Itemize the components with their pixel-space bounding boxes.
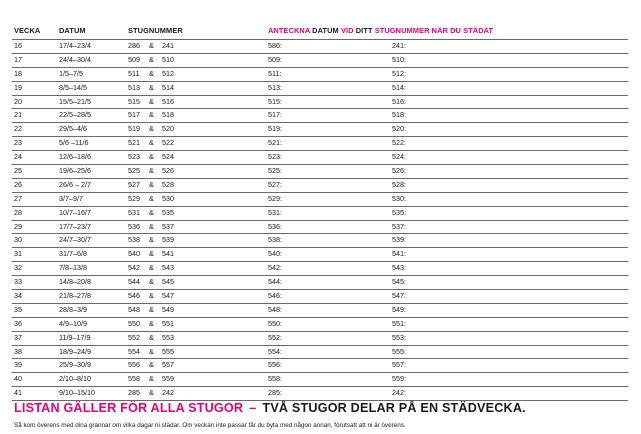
note-cabin-1-label: 540: bbox=[268, 249, 282, 259]
ampersand: & bbox=[149, 388, 154, 398]
table-row bbox=[12, 318, 628, 332]
ampersand: & bbox=[149, 82, 154, 92]
cabin-number-1: 540 bbox=[128, 249, 140, 259]
ampersand: & bbox=[149, 207, 154, 217]
header-datum: DATUM bbox=[59, 26, 86, 35]
table-row bbox=[12, 109, 628, 123]
cabin-number-1: 548 bbox=[128, 304, 140, 314]
table-row bbox=[12, 387, 628, 401]
cabin-number-2: 241 bbox=[162, 41, 174, 50]
note-cabin-2-label: 241: bbox=[392, 41, 406, 50]
cabin-number-1: 529 bbox=[128, 193, 140, 203]
cabin-number-2: 537 bbox=[162, 221, 174, 231]
ampersand: & bbox=[149, 152, 154, 162]
cabin-number-2: 526 bbox=[162, 166, 174, 176]
ampersand: & bbox=[149, 346, 154, 356]
date-cell: 3/7–9/7 bbox=[59, 193, 83, 203]
table-row bbox=[12, 193, 628, 207]
week-cell: 22 bbox=[14, 124, 22, 134]
cabin-number-2: 242 bbox=[162, 388, 174, 398]
week-cell: 21 bbox=[14, 110, 22, 120]
date-cell: 18/9–24/9 bbox=[59, 346, 91, 356]
cabin-number-1: 285 bbox=[128, 388, 140, 398]
ampersand: & bbox=[149, 138, 154, 148]
note-cabin-1-label: 513: bbox=[268, 82, 282, 92]
cabin-number-1: 546 bbox=[128, 291, 140, 301]
note-cabin-1-label: 519: bbox=[268, 124, 282, 134]
header-vecka: VECKA bbox=[14, 26, 41, 35]
note-cabin-2-label: 522: bbox=[392, 138, 406, 148]
cabin-number-1: 513 bbox=[128, 82, 140, 92]
week-cell: 37 bbox=[14, 332, 22, 342]
cabin-number-2: 535 bbox=[162, 207, 174, 217]
note-cabin-1-label: 531: bbox=[268, 207, 282, 217]
cabin-number-2: 522 bbox=[162, 138, 174, 148]
note-cabin-1-label: 536: bbox=[268, 221, 282, 231]
date-cell: 4/9–10/9 bbox=[59, 318, 87, 328]
ampersand: & bbox=[149, 166, 154, 176]
note-cabin-1-label: 544: bbox=[268, 277, 282, 287]
week-cell: 25 bbox=[14, 166, 22, 176]
table-row bbox=[12, 346, 628, 360]
ampersand: & bbox=[149, 291, 154, 301]
note-cabin-2-label: 510: bbox=[392, 54, 406, 64]
cabin-number-1: 511 bbox=[128, 68, 140, 78]
schedule-table bbox=[12, 39, 628, 401]
note-cabin-1-label: 521: bbox=[268, 138, 282, 148]
cabin-number-1: 552 bbox=[128, 332, 140, 342]
note-cabin-1-label: 552: bbox=[268, 332, 282, 342]
date-cell: 31/7–6/8 bbox=[59, 249, 87, 259]
date-cell: 1/5–7/5 bbox=[59, 68, 83, 78]
week-cell: 27 bbox=[14, 193, 22, 203]
cabin-number-1: 550 bbox=[128, 318, 140, 328]
ampersand: & bbox=[149, 360, 154, 370]
ampersand: & bbox=[149, 374, 154, 384]
note-cabin-1-label: 529: bbox=[268, 193, 282, 203]
note-cabin-1-label: 511: bbox=[268, 68, 282, 78]
header-anteckna-word: ANTECKNA bbox=[268, 26, 310, 35]
table-row bbox=[12, 290, 628, 304]
cabin-number-2: 514 bbox=[162, 82, 174, 92]
header-stugnummer: STUGNUMMER bbox=[128, 26, 183, 35]
cabin-number-2: 553 bbox=[162, 332, 174, 342]
cabin-number-1: 509 bbox=[128, 54, 140, 64]
table-row bbox=[12, 151, 628, 165]
cabin-number-2: 518 bbox=[162, 110, 174, 120]
cabin-number-1: 558 bbox=[128, 374, 140, 384]
footer-title-dark: TVÅ STUGOR DELAR PÅ EN STÄDVECKA. bbox=[262, 401, 526, 415]
table-row bbox=[12, 276, 628, 290]
ampersand: & bbox=[149, 193, 154, 203]
week-cell: 39 bbox=[14, 360, 22, 370]
note-cabin-2-label: 553: bbox=[392, 332, 406, 342]
note-cabin-1-label: 523: bbox=[268, 152, 282, 162]
week-cell: 40 bbox=[14, 374, 22, 384]
ampersand: & bbox=[149, 318, 154, 328]
cabin-number-2: 549 bbox=[162, 304, 174, 314]
cabin-number-1: 515 bbox=[128, 96, 140, 106]
cabin-number-1: 556 bbox=[128, 360, 140, 370]
note-cabin-1-label: 509: bbox=[268, 54, 282, 64]
header-datum-word: DATUM bbox=[310, 26, 341, 35]
date-cell: 17/7–23/7 bbox=[59, 221, 91, 231]
week-cell: 23 bbox=[14, 138, 22, 148]
week-cell: 31 bbox=[14, 249, 22, 259]
date-cell: 26/6 – 2/7 bbox=[59, 179, 91, 189]
note-cabin-2-label: 535: bbox=[392, 207, 406, 217]
ampersand: & bbox=[149, 221, 154, 231]
note-cabin-2-label: 526: bbox=[392, 166, 406, 176]
ampersand: & bbox=[149, 332, 154, 342]
table-row bbox=[12, 54, 628, 68]
week-cell: 34 bbox=[14, 291, 22, 301]
date-cell: 24/7–30/7 bbox=[59, 235, 91, 245]
table-row bbox=[12, 82, 628, 96]
cabin-number-1: 517 bbox=[128, 110, 140, 120]
date-cell: 14/8–20/8 bbox=[59, 277, 91, 287]
note-cabin-2-label: 557: bbox=[392, 360, 406, 370]
table-row bbox=[12, 332, 628, 346]
date-cell: 11/9–17/9 bbox=[59, 332, 91, 342]
note-cabin-2-label: 512: bbox=[392, 68, 406, 78]
note-cabin-1-label: 538: bbox=[268, 235, 282, 245]
note-cabin-2-label: 539: bbox=[392, 235, 406, 245]
table-row bbox=[12, 96, 628, 110]
cabin-number-2: 512 bbox=[162, 68, 174, 78]
note-cabin-1-label: 517: bbox=[268, 110, 282, 120]
cabin-number-2: 516 bbox=[162, 96, 174, 106]
week-cell: 36 bbox=[14, 318, 22, 328]
cabin-number-2: 520 bbox=[162, 124, 174, 134]
date-cell: 25/9–30/9 bbox=[59, 360, 91, 370]
week-cell: 29 bbox=[14, 221, 22, 231]
cabin-number-1: 525 bbox=[128, 166, 140, 176]
note-cabin-1-label: 527: bbox=[268, 179, 282, 189]
note-cabin-1-label: 525: bbox=[268, 166, 282, 176]
date-cell: 17/4–23/4 bbox=[59, 41, 91, 50]
table-row bbox=[12, 179, 628, 193]
cabin-number-1: 554 bbox=[128, 346, 140, 356]
ampersand: & bbox=[149, 41, 154, 50]
week-cell: 26 bbox=[14, 179, 22, 189]
footer-title-pink: LISTAN GÄLLER FÖR ALLA STUGOR bbox=[14, 401, 244, 415]
week-cell: 30 bbox=[14, 235, 22, 245]
ampersand: & bbox=[149, 54, 154, 64]
note-cabin-2-label: 528: bbox=[392, 179, 406, 189]
table-row bbox=[12, 373, 628, 387]
ampersand: & bbox=[149, 277, 154, 287]
date-cell: 29/5–4/6 bbox=[59, 124, 87, 134]
cabin-number-2: 557 bbox=[162, 360, 174, 370]
date-cell: 2/10–8/10 bbox=[59, 374, 91, 384]
ampersand: & bbox=[149, 124, 154, 134]
week-cell: 19 bbox=[14, 82, 22, 92]
week-cell: 20 bbox=[14, 96, 22, 106]
cabin-number-1: 286 bbox=[128, 41, 140, 50]
cabin-number-1: 538 bbox=[128, 235, 140, 245]
date-cell: 24/4–30/4 bbox=[59, 54, 91, 64]
ampersand: & bbox=[149, 68, 154, 78]
cabin-number-1: 542 bbox=[128, 263, 140, 273]
note-cabin-2-label: 541: bbox=[392, 249, 406, 259]
cabin-number-2: 539 bbox=[162, 235, 174, 245]
week-cell: 24 bbox=[14, 152, 22, 162]
table-row bbox=[12, 165, 628, 179]
date-cell: 7/8–13/8 bbox=[59, 263, 87, 273]
note-cabin-1-label: 558: bbox=[268, 374, 282, 384]
cabin-number-2: 524 bbox=[162, 152, 174, 162]
date-cell: 9/10–15/10 bbox=[59, 388, 95, 398]
note-cabin-1-label: 556: bbox=[268, 360, 282, 370]
week-cell: 33 bbox=[14, 277, 22, 287]
cabin-number-2: 530 bbox=[162, 193, 174, 203]
week-cell: 28 bbox=[14, 207, 22, 217]
table-row bbox=[12, 39, 628, 54]
table-row bbox=[12, 234, 628, 248]
date-cell: 15/5–21/5 bbox=[59, 96, 91, 106]
note-cabin-2-label: 537: bbox=[392, 221, 406, 231]
ampersand: & bbox=[149, 110, 154, 120]
table-row bbox=[12, 359, 628, 373]
ampersand: & bbox=[149, 179, 154, 189]
note-cabin-2-label: 516: bbox=[392, 96, 406, 106]
note-cabin-2-label: 549: bbox=[392, 304, 406, 314]
table-row bbox=[12, 207, 628, 221]
table-row bbox=[12, 248, 628, 262]
cabin-number-1: 536 bbox=[128, 221, 140, 231]
cabin-number-2: 541 bbox=[162, 249, 174, 259]
cabin-number-2: 545 bbox=[162, 277, 174, 287]
note-cabin-1-label: 515: bbox=[268, 96, 282, 106]
cabin-number-2: 559 bbox=[162, 374, 174, 384]
cabin-number-2: 543 bbox=[162, 263, 174, 273]
note-cabin-2-label: 545: bbox=[392, 277, 406, 287]
table-row bbox=[12, 68, 628, 82]
header-stugnummer-nar-du-stadat: STUGNUMMER NÄR DU STÄDAT bbox=[374, 26, 494, 35]
week-cell: 18 bbox=[14, 68, 22, 78]
note-cabin-2-label: 555: bbox=[392, 346, 406, 356]
note-cabin-1-label: 586: bbox=[268, 41, 282, 50]
cabin-number-1: 531 bbox=[128, 207, 140, 217]
note-cabin-2-label: 551: bbox=[392, 318, 406, 328]
note-cabin-1-label: 285: bbox=[268, 388, 282, 398]
cabin-number-2: 528 bbox=[162, 179, 174, 189]
date-cell: 10/7–16/7 bbox=[59, 207, 91, 217]
footer-title bbox=[14, 401, 526, 416]
week-cell: 41 bbox=[14, 388, 22, 398]
week-cell: 32 bbox=[14, 263, 22, 273]
header-ditt-word: DITT bbox=[353, 26, 375, 35]
date-cell: 19/6–25/6 bbox=[59, 166, 91, 176]
ampersand: & bbox=[149, 96, 154, 106]
note-cabin-2-label: 543: bbox=[392, 263, 406, 273]
ampersand: & bbox=[149, 263, 154, 273]
cabin-number-2: 555 bbox=[162, 346, 174, 356]
cabin-number-2: 547 bbox=[162, 291, 174, 301]
date-cell: 12/6–18/6 bbox=[59, 152, 91, 162]
date-cell: 8/5–14/5 bbox=[59, 82, 87, 92]
table-row bbox=[12, 262, 628, 276]
date-cell: 21/8–27/8 bbox=[59, 291, 91, 301]
date-cell: 28/8–3/9 bbox=[59, 304, 87, 314]
ampersand: & bbox=[149, 304, 154, 314]
note-cabin-2-label: 524: bbox=[392, 152, 406, 162]
week-cell: 35 bbox=[14, 304, 22, 314]
date-cell: 5/6 –11/6 bbox=[59, 138, 89, 148]
table-row bbox=[12, 123, 628, 137]
week-cell: 17 bbox=[14, 54, 22, 64]
table-row bbox=[12, 137, 628, 151]
date-cell: 22/5–28/5 bbox=[59, 110, 91, 120]
note-cabin-2-label: 242: bbox=[392, 388, 406, 398]
ampersand: & bbox=[149, 235, 154, 245]
cabin-number-1: 527 bbox=[128, 179, 140, 189]
note-cabin-1-label: 550: bbox=[268, 318, 282, 328]
cabin-number-1: 544 bbox=[128, 277, 140, 287]
note-cabin-1-label: 554: bbox=[268, 346, 282, 356]
week-cell: 38 bbox=[14, 346, 22, 356]
header-vid-word: VID bbox=[340, 26, 354, 35]
cabin-number-2: 551 bbox=[162, 318, 174, 328]
note-cabin-2-label: 530: bbox=[392, 193, 406, 203]
note-cabin-2-label: 518: bbox=[392, 110, 406, 120]
week-cell: 16 bbox=[14, 41, 22, 50]
footer-title-dash: – bbox=[249, 401, 257, 415]
note-cabin-1-label: 548: bbox=[268, 304, 282, 314]
cabin-number-1: 521 bbox=[128, 138, 140, 148]
note-cabin-2-label: 547: bbox=[392, 291, 406, 301]
header-anteckna bbox=[268, 24, 493, 38]
table-row bbox=[12, 304, 628, 318]
note-cabin-1-label: 546: bbox=[268, 291, 282, 301]
cabin-number-2: 510 bbox=[162, 54, 174, 64]
cabin-number-1: 523 bbox=[128, 152, 140, 162]
ampersand: & bbox=[149, 249, 154, 259]
table-row bbox=[12, 221, 628, 235]
note-cabin-1-label: 542: bbox=[268, 263, 282, 273]
note-cabin-2-label: 514: bbox=[392, 82, 406, 92]
note-cabin-2-label: 520: bbox=[392, 124, 406, 134]
note-cabin-2-label: 559: bbox=[392, 374, 406, 384]
footer-note: Så kom överens med dina grannar om vilka dagar ni städar. Om veckan inte passar får du byta med någon annan, förutsatt att ni är överens. bbox=[14, 422, 406, 429]
cabin-number-1: 519 bbox=[128, 124, 140, 134]
